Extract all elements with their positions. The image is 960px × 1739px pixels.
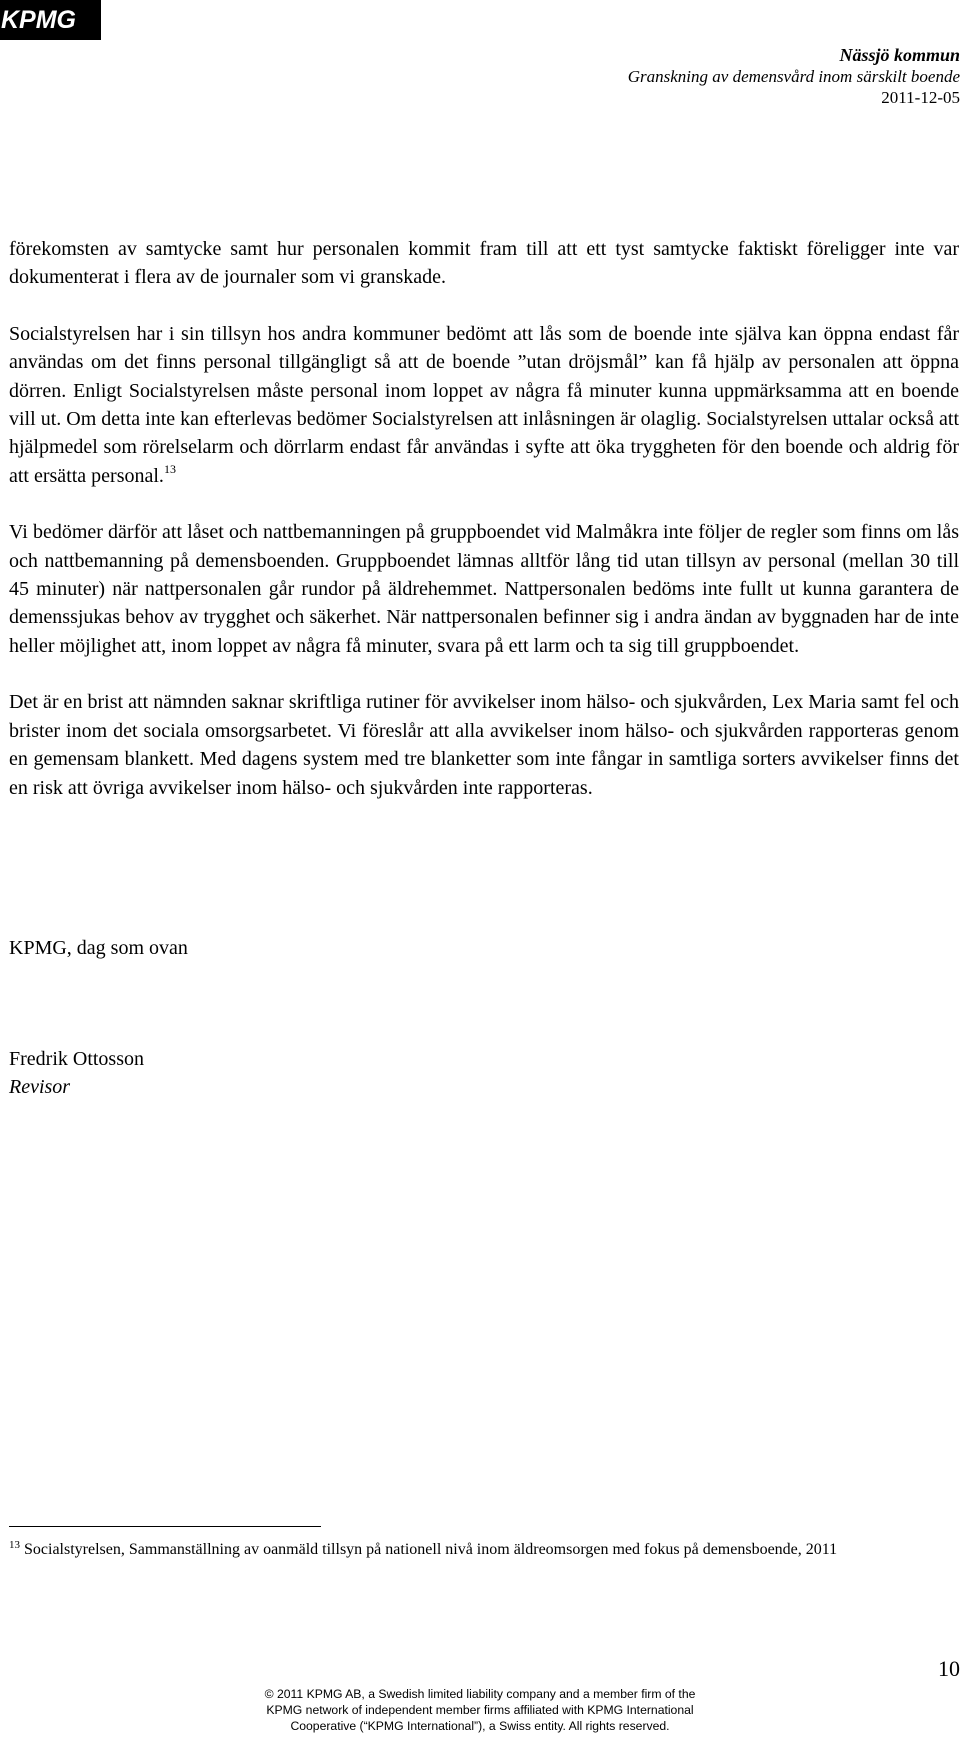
signatory-title: Revisor bbox=[9, 1076, 71, 1098]
copyright-line-1: © 2011 KPMG AB, a Swedish limited liability company and a member firm of the bbox=[264, 1687, 696, 1701]
page-number: 10 bbox=[938, 1656, 960, 1681]
copyright-line-3: Cooperative (“KPMG International”), a Swiss entity. All rights reserved. bbox=[290, 1719, 670, 1733]
footnote-divider bbox=[9, 1526, 321, 1527]
paragraph-2-text: Socialstyrelsen har i sin tillsyn hos andra kommuner bedömt att lås som de boende inte själva kan öppna endast får användas om det finns personal tillgängligt så att de boende ”utan dröjsmål” kan få hjälp av personalen att öppna dörren. Enligt Socialstyrelsen måste personal inom loppet av några få minuter kunna uppmärksamma att en boende vill ut. Om detta inte kan efterlevas bedömer Socialstyrelsen att inlåsningen är olaglig. Socialstyrelsen uttalar också att hjälpmedel som rörelselarm och dörrlarm endast får användas i syfte att öka tryggheten för den boende och aldrig för att ersätta personal. bbox=[9, 322, 959, 487]
footnote-text: Socialstyrelsen, Sammanställning av oanmäld tillsyn på nationell nivå inom äldreomsorgen med fokus på demensboende, 2011 bbox=[24, 1541, 838, 1558]
copyright-line-2: KPMG network of independent member firms affiliated with KPMG International bbox=[266, 1703, 694, 1717]
paragraph-2 bbox=[9, 320, 959, 490]
footnote-reference: 13 bbox=[163, 461, 176, 476]
paragraph-1: förekomsten av samtycke samt hur personalen kommit fram till att ett tyst samtycke faktiskt föreligger inte var dokumenterat i flera av de journaler som vi granskade. bbox=[9, 238, 959, 289]
kpmg-logo bbox=[0, 0, 101, 40]
header-report-title: Granskning av demensvård inom särskilt boende bbox=[627, 67, 960, 86]
closing-line: KPMG, dag som ovan bbox=[9, 937, 188, 959]
copyright-notice bbox=[190, 1686, 770, 1734]
footnote bbox=[9, 1539, 889, 1561]
kpmg-logo-text: KPMG bbox=[1, 6, 76, 34]
paragraph-4: Det är en brist att nämnden saknar skriftliga rutiner för avvikelser inom hälso- och sjukvården, Lex Maria samt fel och brister inom det sociala omsorgsarbetet. Vi föreslår att alla avvikelser inom hälso- och sjukvården rapporteras genom en gemensam blankett. Med dagens system med tre blanketter som inte fångar in samtliga sorters avvikelser finns det en risk att övriga avvikelser inom hälso- och sjukvården inte rapporteras. bbox=[9, 691, 959, 799]
header-org: Nässjö kommun bbox=[839, 45, 960, 65]
header-date: 2011-12-05 bbox=[881, 88, 960, 107]
signatory-name: Fredrik Ottosson bbox=[9, 1048, 144, 1070]
footnote-number: 13 bbox=[9, 1539, 20, 1551]
paragraph-3: Vi bedömer därför att låset och nattbemanningen på gruppboendet vid Malmåkra inte följer de regler som finns om lås och nattbemanning på demensboenden. Gruppboendet lämnas alltför lång tid utan tillsyn av personal (mellan 30 till 45 minuter) när nattpersonalen går rundor på äldrehemmet. Nattpersonalen bedöms inte fullt ut kunna garantera de demenssjukas behov av trygghet och säkerhet. När nattpersonalen befinner sig i andra ändan av byggnaden har de inte heller möjlighet att, inom loppet av några få minuter, svara på ett larm och ta sig till gruppboendet. bbox=[9, 521, 959, 657]
page-header bbox=[360, 45, 960, 108]
body-text bbox=[9, 235, 959, 830]
